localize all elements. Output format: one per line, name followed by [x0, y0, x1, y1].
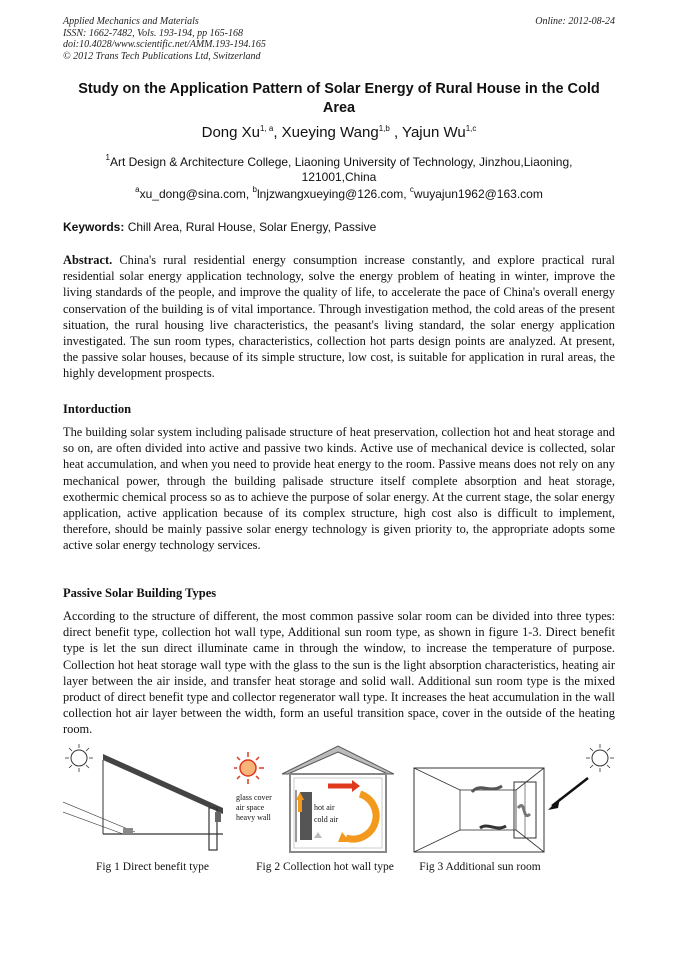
figure-3-sun-room [410, 742, 615, 854]
circulation-arrow [346, 794, 376, 839]
label-air: air space [236, 803, 265, 812]
issn: ISSN: 1662-7482, Vols. 193-194, pp 165-168 [63, 27, 243, 39]
journal-header [63, 16, 266, 62]
affiliation-text: Art Design & Architecture College, Liaoning University of Technology, Jinzhou,Liaoning, 121001,China [109, 155, 573, 184]
abstract-label: Abstract. [63, 253, 113, 267]
abstract-text: China's rural residential energy consumption increase constantly, and explore practical rural residential solar energy application technology, solve the energy problem of heating in winter, improve the living standards of the people, and improve the quality of life, to accelerate the pace of China's overall energy conservation of the building is of vital importance. Through investigation method, the cold areas of the present situation, the rural housing live characteristics, the peasant's living standard, the solar energy application investigated. The sun room types, characteristics, collection hot parts design points are analyzed. At present, the passive solar houses, because of its simple structure, low cost, is suitable for application in rural areas, the highly development prospects. [63, 253, 615, 381]
sun-icon [234, 752, 264, 784]
house-roof [282, 746, 394, 774]
caption-fig2: Fig 2 Collection hot wall type [256, 861, 394, 873]
author-name: Yajun Wu [402, 124, 466, 141]
email-link[interactable]: xu_dong@sina.com, [139, 187, 253, 201]
abstract [63, 252, 615, 382]
figure-1-direct-benefit [63, 742, 233, 854]
intro-text: The building solar system including palisade structure of heat preservation, collection hot and heat storage and so on, are often divided into active and passive two kinds. Active use of mechanical device is collected, solar heat accumulation, and when you need to provide heat energy to the room. Passive means does not rely on any mechanical power, through the building palisade structure itself complete absorption and heat storage, exothermic chemical process so as to achieve the purpose of solar energy. At the current stage, the solar energy application, active application because of its complex structure, high cost also is difficult to implement, therefore, should be mainly passive solar energy technology is given priority to, the appropriate adopts some active solar energy technology services. [63, 425, 615, 553]
sun-icon [586, 744, 614, 772]
label-wall: heavy wall [236, 813, 271, 822]
window [215, 812, 221, 822]
roof-slab [103, 754, 223, 814]
affiliation-sup: 1 [105, 153, 110, 162]
paper-title: Study on the Application Pattern of Solar Energy of Rural House in the Cold Area [78, 81, 600, 116]
online-date: Online: 2012-08-24 [535, 16, 615, 27]
figure-2-hot-wall [234, 742, 394, 854]
author-name: Xueying Wang [281, 124, 379, 141]
caption-fig3: Fig 3 Additional sun room [419, 861, 541, 873]
keywords-text: Chill Area, Rural House, Solar Energy, Passive [124, 220, 377, 234]
email-sup: a [135, 185, 140, 194]
author-sup: 1,c [465, 124, 477, 133]
sun-icon [65, 744, 93, 772]
email-link[interactable]: wuyajun1962@163.com [413, 187, 543, 201]
author-name: Dong Xu [201, 124, 260, 141]
label-cold-air: cold air [314, 815, 339, 824]
label-glass: glass cover [236, 793, 272, 802]
author-sup: 1,b [378, 124, 390, 133]
email-list [63, 185, 615, 201]
keywords-label: Keywords: [63, 220, 125, 234]
author-sup: 1, a [259, 124, 274, 133]
types-text: According to the structure of different, the most common passive solar room can be divided into three types: direct benefit type, collection hot wall type, Additional sun room type, as shown in figure 1-3. Direct benefit type is let the sun direct illuminate came in through the window, to increase the temperature of purpose. Collection hot heat storage wall type with the glass to the sun is the light absorption characteristics, heating air layer between the air inside, and transfer heat storage and solid wall. Additional sun room type is the mixed product of direct benefit type and collector regenerator wall type. It increases the heat accumulation in the wall collection hot air layer between the width, form an useful transition space, cover in the outside of the heating room. [63, 609, 615, 737]
heat-storage-floor [123, 828, 133, 834]
email-sup: c [409, 185, 414, 194]
types-heading: Passive Solar Building Types [63, 586, 217, 600]
journal-name: Applied Mechanics and Materials [63, 16, 199, 27]
airflow-top [472, 786, 502, 792]
keywords [63, 220, 376, 234]
room-back-wall [460, 790, 516, 830]
doi: doi:10.4028/www.scientific.net/AMM.193-194.165 [63, 39, 266, 50]
label-hot-air: hot air [314, 803, 335, 812]
copyright: © 2012 Trans Tech Publications Ltd, Switzerland [63, 50, 261, 62]
airflow-bottom [480, 826, 506, 828]
caption-fig1: Fig 1 Direct benefit type [95, 861, 210, 873]
email-link[interactable]: lnjzwangxueying@126.com, [256, 187, 410, 201]
email-sup: b [252, 185, 257, 194]
affiliation [80, 150, 598, 185]
intro-heading: Intorduction [63, 402, 132, 416]
author-list: Dong Xu$^{1, a}$, Xueying Wang$^{1,b}$ , Yajun Wu$^{1,c}$ [201, 124, 477, 141]
